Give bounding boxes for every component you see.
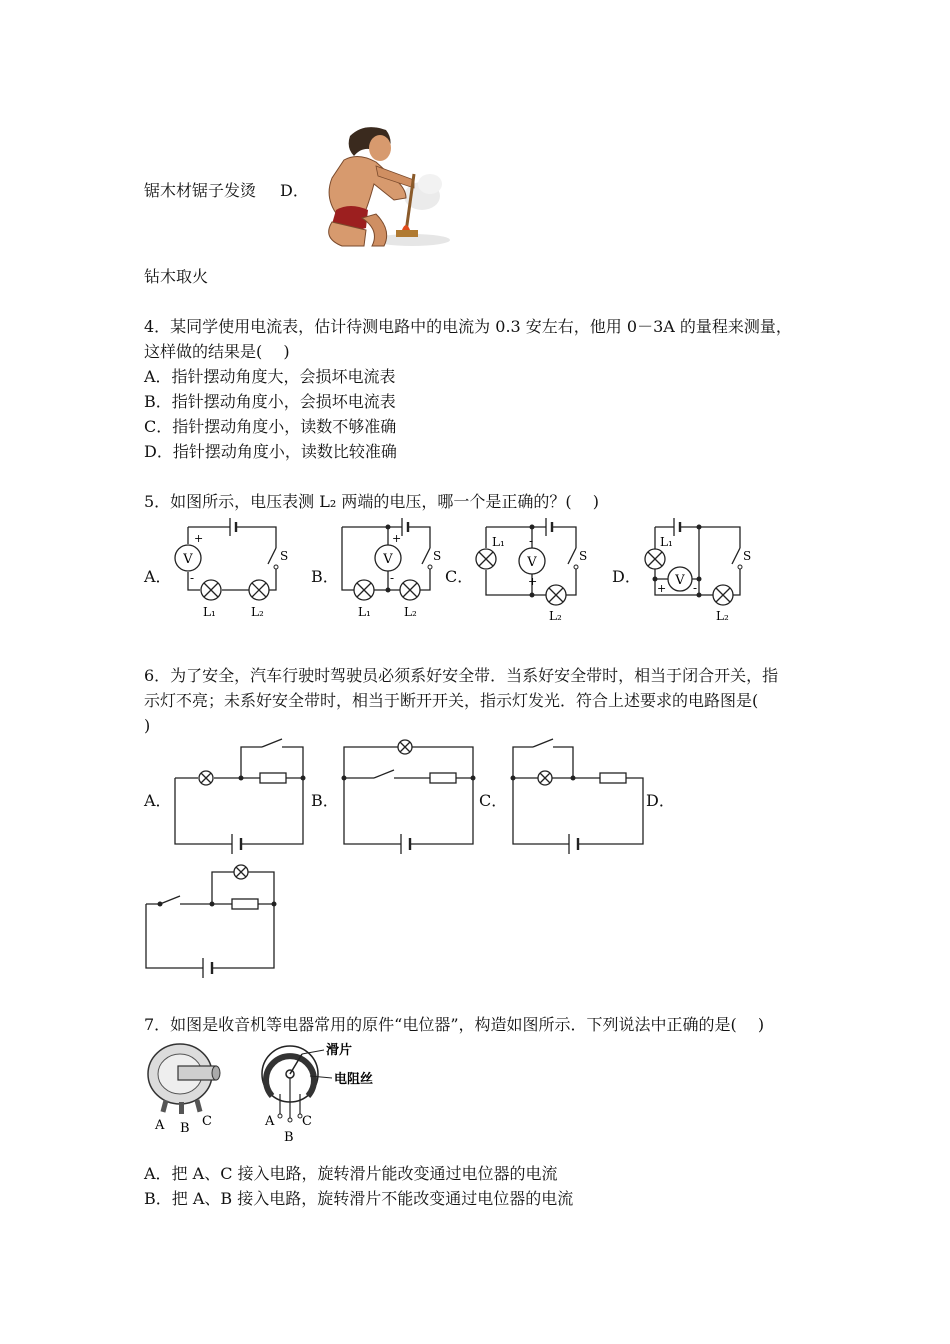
q7-stem: 7．如图是收音机等电器常用的原件“电位器”，构造如图所示．下列说法中正确的是( ): [144, 1015, 765, 1034]
svg-text:V: V: [675, 573, 685, 588]
q4-stem-line1: 4．某同学使用电流表，估计待测电路中的电流为 0.3 安左右，他用 0－3A 的量程来测量，: [144, 317, 792, 336]
q5-label-d: D．: [612, 567, 641, 586]
q6-label-d: D．: [646, 791, 675, 810]
svg-text:+: +: [657, 582, 667, 595]
svg-text:滑片: 滑片: [326, 1043, 353, 1058]
svg-text:L₁: L₁: [660, 535, 673, 549]
svg-text:B: B: [180, 1121, 190, 1136]
svg-text:V: V: [527, 555, 537, 570]
svg-text:L₁: L₁: [358, 605, 371, 619]
svg-text:C: C: [302, 1114, 312, 1129]
svg-text:+: +: [194, 532, 204, 545]
svg-text:L₂: L₂: [251, 605, 264, 619]
q7-option-b: B．把 A、B 接入电路，旋转滑片不能改变通过电位器的电流: [144, 1189, 574, 1208]
q3-option-d-text: 钻木取火: [144, 267, 209, 286]
q4-option-b: B．指针摆动角度小，会损坏电流表: [144, 392, 396, 411]
q4-option-a: A．指针摆动角度大，会损坏电流表: [144, 367, 396, 386]
q6-stem-line2: 示灯不亮；未系好安全带时，相当于断开开关，指示灯发光．符合上述要求的电路图是(: [144, 691, 759, 710]
q6-label-b: B．: [311, 791, 339, 810]
q3-option-c-text: 锯木材锯子发烫: [144, 181, 257, 200]
q5-stem: 5．如图所示，电压表测 L₂ 两端的电压，哪一个是正确的？( ): [144, 492, 599, 511]
voltmeter-symbol: V: [183, 552, 193, 567]
svg-text:-: -: [390, 571, 395, 585]
q4-option-d: D．指针摆动角度小，读数比较准确: [144, 442, 397, 461]
q6-label-a: A．: [144, 791, 172, 810]
svg-text:电阻丝: 电阻丝: [334, 1072, 374, 1087]
potentiometer-photo: [142, 1036, 232, 1136]
svg-text:-: -: [693, 581, 698, 595]
svg-text:L₁: L₁: [203, 605, 216, 619]
svg-text:-: -: [190, 571, 195, 585]
q7-option-a: A．把 A、C 接入电路，旋转滑片能改变通过电位器的电流: [144, 1164, 558, 1183]
svg-text:-: -: [529, 534, 534, 548]
potentiometer-structure-diagram: [258, 1036, 398, 1146]
svg-text:L₂: L₂: [716, 609, 729, 623]
svg-text:L₁: L₁: [492, 535, 505, 549]
svg-text:B: B: [284, 1130, 294, 1145]
svg-text:L₂: L₂: [404, 605, 417, 619]
q4-stem-line2: 这样做的结果是( ): [144, 342, 290, 361]
svg-text:+: +: [528, 575, 538, 588]
svg-text:C: C: [202, 1114, 212, 1129]
q4-option-c: C．指针摆动角度小，读数不够准确: [144, 417, 397, 436]
svg-text:+: +: [392, 532, 402, 545]
q5-label-b: B．: [311, 567, 339, 586]
svg-text:L₂: L₂: [549, 609, 562, 623]
svg-text:S: S: [280, 549, 289, 563]
svg-text:S: S: [743, 549, 752, 563]
svg-text:S: S: [579, 549, 588, 563]
q5-label-a: A．: [144, 567, 172, 586]
q3-option-d-label: D．: [280, 181, 309, 200]
q6-label-c: C．: [479, 791, 508, 810]
svg-text:S: S: [433, 549, 442, 563]
svg-text:A: A: [155, 1118, 165, 1133]
q6-stem-line1: 6．为了安全，汽车行驶时驾驶员必须系好安全带．当系好安全带时，相当于闭合开关，指: [144, 666, 779, 685]
q6-stem-line3: ): [144, 716, 151, 735]
svg-text:V: V: [383, 552, 393, 567]
q5-label-c: C．: [445, 567, 474, 586]
svg-text:A: A: [265, 1114, 275, 1129]
